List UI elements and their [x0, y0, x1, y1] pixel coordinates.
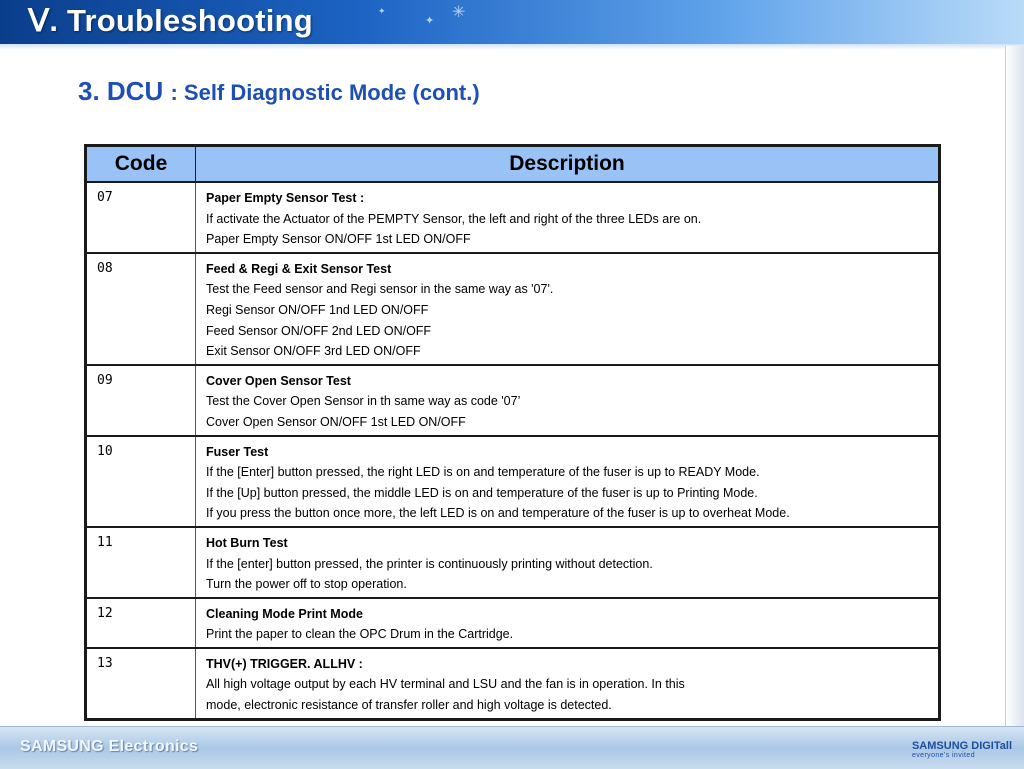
table-row	[86, 182, 940, 253]
description-line: If you press the button once more, the left LED is on and temperature of the fuser is up to overheat Mode.	[206, 506, 790, 521]
description-line: Test the Cover Open Sensor in th same way as code '07’	[206, 394, 521, 409]
code-cell: 07	[86, 182, 196, 253]
description-cell	[196, 182, 940, 253]
test-name: Paper Empty Sensor Test :	[206, 191, 365, 205]
test-name: THV(+) TRIGGER. ALLHV :	[206, 656, 363, 671]
description-cell	[196, 365, 940, 436]
code-cell: 11	[86, 527, 196, 598]
description-cell	[196, 527, 940, 598]
section-number: 3. DCU	[78, 76, 171, 106]
sparkle-icon: ✦	[425, 15, 435, 27]
description-line: Exit Sensor ON/OFF 3rd LED ON/OFF	[206, 344, 421, 359]
logo-line-2: everyone's invited	[911, 752, 975, 759]
description-line: All high voltage output by each HV terminal and LSU and the fan is in operation. In this	[206, 677, 685, 692]
description-line: If the [enter] button pressed, the printer is continuously printing without detection.	[206, 556, 653, 571]
table-row	[86, 527, 940, 598]
description-cell	[196, 436, 940, 527]
table-header-row	[86, 146, 940, 183]
description-line: Turn the power off to stop operation.	[206, 577, 407, 592]
description-line: Cover Open Sensor ON/OFF 1st LED ON/OFF	[206, 414, 466, 429]
code-cell: 12	[86, 598, 196, 648]
test-name: Cover Open Sensor Test	[206, 373, 351, 388]
test-name: Feed & Regi & Exit Sensor Test	[206, 261, 392, 276]
description-cell	[196, 253, 940, 365]
table-row	[86, 598, 940, 648]
header-stripe	[0, 44, 1024, 50]
test-name: Cleaning Mode Print Mode	[206, 606, 363, 621]
description-line: Feed Sensor ON/OFF 2nd LED ON/OFF	[206, 323, 432, 338]
description-line: Paper Empty Sensor ON/OFF 1st LED ON/OFF	[206, 232, 471, 247]
right-frame	[1005, 46, 1024, 726]
table-row	[86, 253, 940, 365]
page-title: Ⅴ. Troubleshooting	[28, 3, 313, 38]
table-body	[86, 182, 940, 719]
logo-line-1: SAMSUNG DIGITall	[911, 740, 1012, 752]
description-line: Test the Feed sensor and Regi sensor in the same way as '07'.	[206, 282, 554, 297]
column-header-code: Code	[86, 146, 196, 183]
sparkle-icon: ✳	[452, 4, 466, 21]
table-row	[86, 365, 940, 436]
section-subtitle	[78, 76, 480, 107]
diagnostic-table	[84, 144, 941, 721]
section-heading: : Self Diagnostic Mode (cont.)	[170, 80, 480, 105]
code-cell: 10	[86, 436, 196, 527]
description-cell	[196, 648, 940, 719]
column-header-description: Description	[196, 146, 940, 183]
description-line: If activate the Actuator of the PEMPTY Sensor, the left and right of the three LEDs are on.	[206, 211, 702, 226]
description-line: mode, electronic resistance of transfer roller and high voltage is detected.	[206, 698, 612, 713]
description-cell	[196, 598, 940, 648]
test-name: Fuser Test	[206, 444, 269, 459]
description-line: Regi Sensor ON/OFF 1nd LED ON/OFF	[206, 302, 429, 317]
description-line: Print the paper to clean the OPC Drum in the Cartridge.	[206, 627, 514, 642]
sparkle-icon: ✦	[378, 6, 386, 16]
code-cell: 09	[86, 365, 196, 436]
samsung-digitall-logo	[912, 740, 1012, 759]
footer-brand: SAMSUNG Electronics	[20, 738, 199, 755]
table-row	[86, 648, 940, 719]
table-row	[86, 436, 940, 527]
description-line: If the [Enter] button pressed, the right LED is on and temperature of the fuser is up to READY Mode.	[206, 465, 760, 480]
code-cell: 08	[86, 253, 196, 365]
code-cell: 13	[86, 648, 196, 719]
test-name: Hot Burn Test	[206, 535, 288, 550]
description-line: If the [Up] button pressed, the middle LED is on and temperature of the fuser is up to Printing Mode.	[206, 485, 758, 500]
